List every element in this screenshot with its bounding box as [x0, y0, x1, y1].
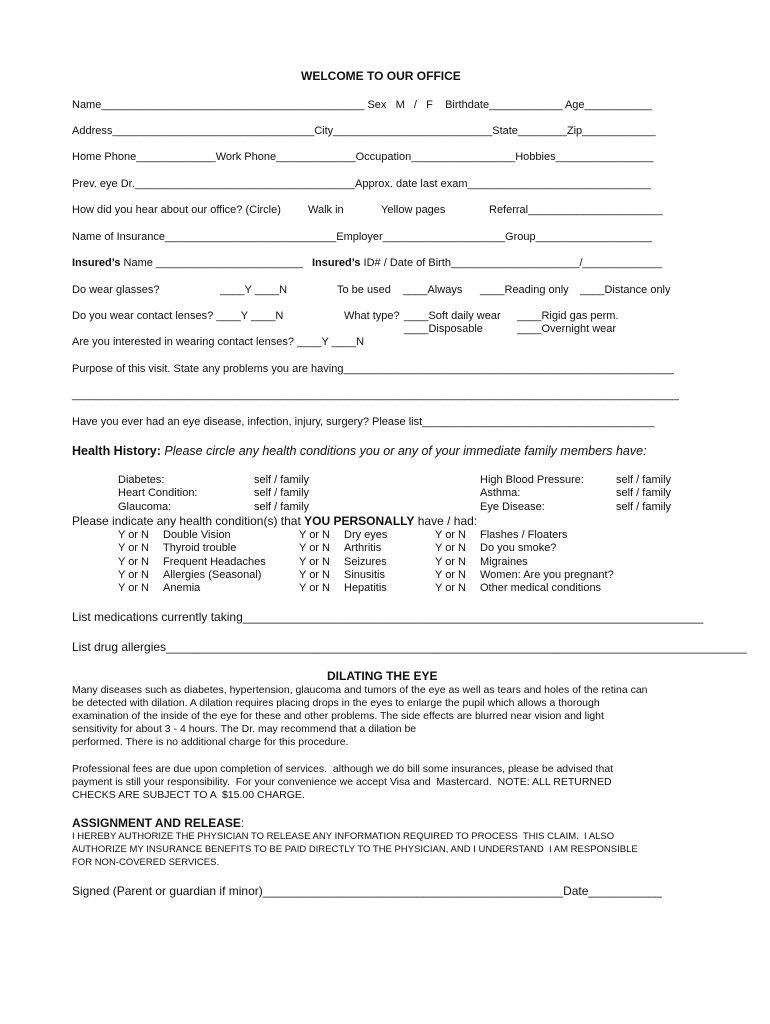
paragraph-line: examination of the inside of the eye for these and other problems. The side effects are blurred near vision and light: [72, 710, 604, 722]
yes-no-choice[interactable]: Y or N: [118, 542, 149, 555]
self-family-choice[interactable]: self / family: [616, 487, 672, 500]
yes-no-choice[interactable]: Y or N: [299, 529, 330, 541]
self-family-choice[interactable]: self / family: [616, 500, 672, 513]
health-history-instruction: Please circle any health conditions you or any of your immediate family members have:: [160, 444, 647, 458]
contacts-disposable[interactable]: ____Disposable: [404, 323, 483, 335]
family-condition: Asthma:: [480, 487, 521, 500]
yes-no-choice[interactable]: Y or N: [118, 555, 149, 568]
paragraph-line: CHECKS ARE SUBJECT TO A $15.00 CHARGE.: [72, 789, 305, 801]
self-family-choice[interactable]: self / family: [254, 487, 310, 500]
condition-label: Migraines: [480, 555, 528, 568]
glasses-distance[interactable]: ____Distance only: [580, 284, 671, 296]
purpose-continuation-line[interactable]: ______________________________________________________________________________________________________: [72, 389, 679, 401]
paragraph-line: Professional fees are due upon completion of services. although we do bill some insurances, please be advised that: [72, 763, 614, 775]
contacts-soft[interactable]: ____Soft daily wear: [404, 310, 501, 322]
glasses-question: Do wear glasses?: [72, 284, 160, 296]
personal-heading-text-end: have / had:: [414, 514, 478, 528]
family-condition: Diabetes:: [118, 474, 165, 486]
yes-no-choice[interactable]: Y or N: [435, 582, 466, 595]
referral-yellow-pages[interactable]: Yellow pages: [381, 204, 446, 216]
contacts-overnight[interactable]: ____Overnight wear: [517, 323, 617, 335]
glasses-reading[interactable]: ____Reading only: [480, 284, 569, 296]
condition-label: Anemia: [163, 582, 201, 595]
paragraph-line: I HEREBY AUTHORIZE THE PHYSICIAN TO RELEASE ANY INFORMATION REQUIRED TO PROCESS THIS CLAIM. I ALSO: [72, 831, 615, 842]
insured-label: Insured’s: [72, 257, 121, 269]
insured-id-field[interactable]: ID# / Date of Birth_____________________/_____________: [360, 257, 663, 269]
referral-question: How did you hear about our office? (Circle): [72, 204, 281, 216]
insured-label: Insured’s: [312, 257, 361, 269]
assignment-text: [72, 830, 638, 869]
condition-label: Women: Are you pregnant?: [480, 568, 614, 581]
yes-no-choice[interactable]: Y or N: [435, 555, 466, 568]
form-title: WELCOME TO OUR OFFICE: [301, 69, 461, 83]
paragraph-line: performed. There is no additional charge for this procedure.: [72, 736, 349, 748]
personal-heading-emphasis: YOU PERSONALLY: [304, 514, 415, 528]
referral-walk-in[interactable]: Walk in: [308, 204, 344, 216]
condition-label: Other medical conditions: [480, 582, 602, 595]
glasses-always[interactable]: ____Always: [403, 284, 463, 296]
family-conditions-left: [118, 474, 198, 514]
family-values-left[interactable]: [254, 474, 309, 514]
yes-no-choice[interactable]: Y or N: [299, 568, 330, 581]
paragraph-line: AUTHORIZE MY INSURANCE BENEFITS TO BE PAID DIRECTLY TO THE PHYSICIAN, AND I UNDERSTAND I AM RESPONSIBLE: [72, 844, 638, 855]
health-history-heading: [72, 444, 647, 458]
medications-line[interactable]: List medications currently taking_____________________________________________________________________: [72, 610, 704, 624]
insured-name-line[interactable]: [72, 257, 303, 270]
paragraph-line: Many diseases such as diabetes, hypertension, glaucoma and tumors of the eye as well as tears and holes of the retina can: [72, 684, 648, 696]
assignment-heading-text: ASSIGNMENT AND RELEASE: [72, 816, 241, 830]
dilating-heading: DILATING THE EYE: [327, 669, 438, 683]
self-family-choice[interactable]: self / family: [254, 500, 310, 513]
contacts-question[interactable]: Do you wear contact lenses? ____Y ____N: [72, 310, 284, 322]
condition-label: Hepatitis: [344, 582, 387, 595]
family-condition: High Blood Pressure:: [480, 474, 584, 486]
paragraph-line: payment is still your responsibility. For your convenience we accept Visa and Mastercard. NOTE: ALL RETURNED: [72, 776, 612, 788]
insured-id-line[interactable]: [312, 257, 662, 270]
yes-no-choice[interactable]: Y or N: [299, 582, 330, 595]
address-line[interactable]: Address_________________________________City__________________________State________Zip____________: [72, 125, 656, 137]
personal-conditions-heading: [72, 514, 477, 528]
yes-no-choice[interactable]: Y or N: [299, 542, 330, 555]
condition-label: Dry eyes: [344, 529, 388, 541]
yn-column-2[interactable]: [299, 529, 330, 595]
yes-no-choice[interactable]: Y or N: [118, 568, 149, 581]
condition-column-3: [480, 529, 614, 595]
self-family-choice[interactable]: self / family: [616, 474, 672, 486]
personal-heading-text: Please indicate any health condition(s) that: [72, 514, 305, 528]
yes-no-choice[interactable]: Y or N: [435, 542, 466, 555]
interested-contacts-line[interactable]: Are you interested in wearing contact lenses? ____Y ____N: [72, 336, 365, 348]
health-history-label: Health History:: [72, 444, 161, 458]
family-condition: Eye Disease:: [480, 500, 545, 513]
signature-line[interactable]: Signed (Parent or guardian if minor)_____________________________________________Date___________: [72, 884, 662, 898]
purpose-line[interactable]: Purpose of this visit. State any problems you are having______________________________________________________: [72, 363, 674, 375]
condition-label: Allergies (Seasonal): [163, 568, 262, 581]
contacts-rigid[interactable]: ____Rigid gas perm.: [517, 310, 619, 322]
condition-label: Arthritis: [344, 542, 382, 555]
insurance-line[interactable]: Name of Insurance____________________________Employer____________________Group___________________: [72, 231, 652, 243]
contacts-type-label: What type?: [344, 310, 400, 322]
phone-line[interactable]: Home Phone_____________Work Phone_____________Occupation_________________Hobbies________________: [72, 151, 654, 163]
family-conditions-right: [480, 474, 584, 514]
condition-label: Seizures: [344, 555, 387, 568]
prev-eye-doctor-line[interactable]: Prev. eye Dr.____________________________________Approx. date last exam______________________________: [72, 178, 652, 190]
condition-label: Double Vision: [163, 529, 231, 541]
condition-label: Flashes / Floaters: [480, 529, 568, 541]
paragraph-line: FOR NON-COVERED SERVICES.: [72, 857, 220, 868]
condition-column-2: [344, 529, 387, 595]
yes-no-choice[interactable]: Y or N: [435, 529, 466, 541]
condition-column-1: [163, 529, 266, 595]
yn-column-3[interactable]: [435, 529, 466, 595]
drug-allergies-line[interactable]: List drug allergies_______________________________________________________________________________________: [72, 640, 747, 654]
insured-name-field[interactable]: Name ________________________: [120, 257, 303, 269]
yes-no-choice[interactable]: Y or N: [435, 568, 466, 581]
condition-label: Do you smoke?: [480, 542, 557, 555]
paragraph-line: be detected with dilation. A dilation requires placing drops in the eyes to enlarge the pupil which allows a thorough: [72, 697, 600, 709]
referral-other[interactable]: Referral______________________: [489, 204, 663, 216]
self-family-choice[interactable]: self / family: [254, 474, 310, 486]
family-condition: Heart Condition:: [118, 487, 198, 500]
condition-label: Sinusitis: [344, 568, 385, 581]
yes-no-choice[interactable]: Y or N: [118, 582, 149, 595]
name-line[interactable]: Name___________________________________________ Sex M / F Birthdate____________ Age___________: [72, 99, 652, 111]
condition-label: Frequent Headaches: [163, 555, 266, 568]
glasses-yes-no[interactable]: ____Y ____N: [220, 284, 288, 296]
family-condition: Glaucoma:: [118, 500, 172, 513]
eye-disease-line[interactable]: Have you ever had an eye disease, infection, injury, surgery? Please list______________________________________: [72, 416, 655, 428]
paragraph-line: sensitivity for about 3 - 4 hours. The Dr. may recommend that a dilation be: [72, 723, 417, 735]
yes-no-choice[interactable]: Y or N: [299, 555, 330, 568]
dilating-paragraph: [72, 684, 712, 749]
condition-label: Thyroid trouble: [163, 542, 237, 555]
assignment-heading: [72, 816, 244, 830]
glasses-to-be-used: To be used: [337, 284, 391, 296]
family-values-right[interactable]: [616, 474, 671, 514]
yn-column-1[interactable]: [118, 529, 149, 595]
fees-paragraph: [72, 763, 712, 802]
assignment-heading-colon: :: [240, 816, 245, 830]
yes-no-choice[interactable]: Y or N: [118, 529, 149, 541]
